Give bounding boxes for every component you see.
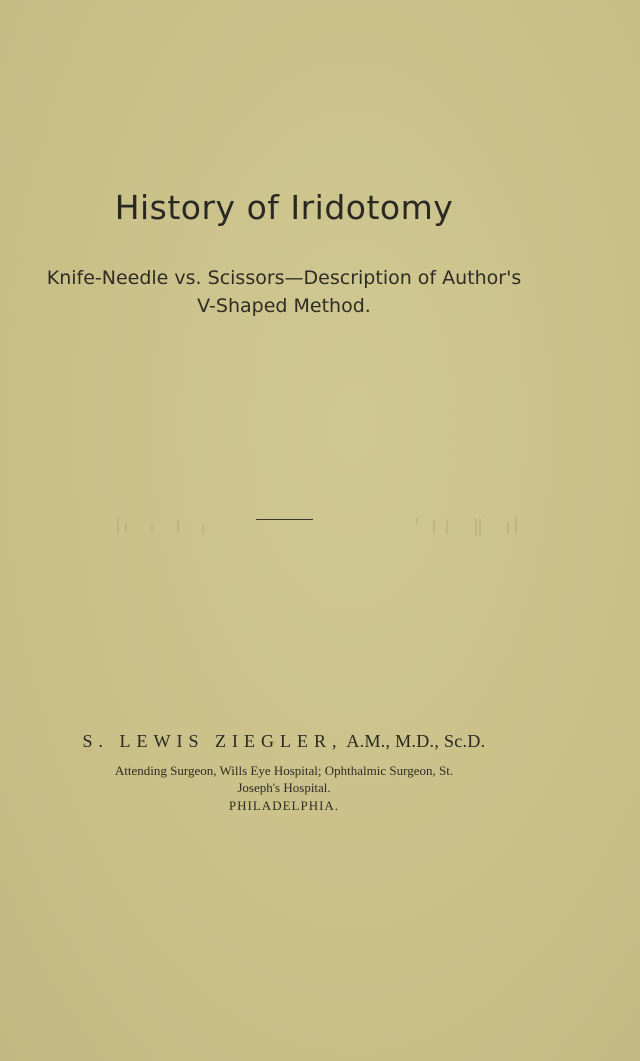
author-name: S. LEWIS ZIEGLER, bbox=[82, 731, 343, 751]
subtitle-line-2: V-Shaped Method. bbox=[197, 295, 371, 317]
author-degrees: A.M., M.D., Sc.D. bbox=[346, 731, 486, 751]
author-affiliation bbox=[0, 762, 568, 796]
document-subtitle bbox=[0, 264, 568, 320]
subtitle-line-1: Knife-Needle vs. Scissors—Description of Author's bbox=[46, 267, 522, 289]
document-title: History of Iridotomy bbox=[114, 188, 454, 227]
horizontal-rule bbox=[256, 519, 313, 520]
publication-place: PHILADELPHIA. bbox=[228, 798, 340, 813]
affiliation-line-1: Attending Surgeon, Wills Eye Hospital; Ophthalmic Surgeon, St. bbox=[114, 763, 454, 778]
author-line bbox=[0, 731, 568, 752]
faint-show-through-marks bbox=[0, 516, 640, 540]
affiliation-line-2: Joseph's Hospital. bbox=[237, 780, 331, 795]
